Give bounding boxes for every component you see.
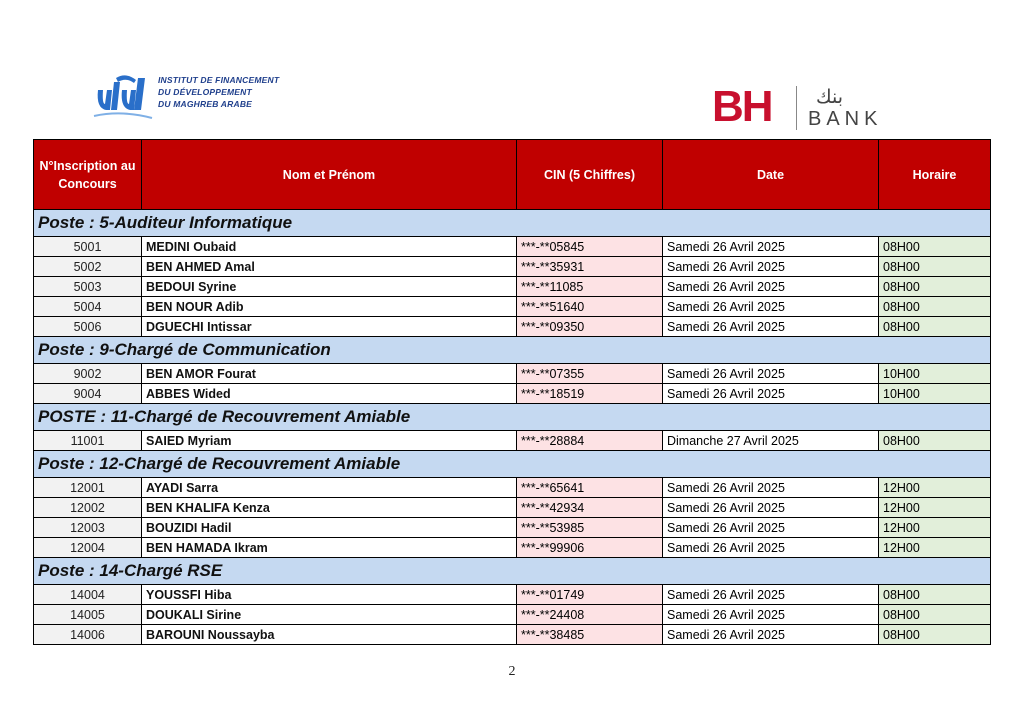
section-title: Poste : 14-Chargé RSE <box>34 558 991 585</box>
cin-masked: ***-**11085 <box>517 277 663 297</box>
header-date: Date <box>663 140 879 210</box>
candidate-name: BEN KHALIFA Kenza <box>142 498 517 518</box>
page-number: 2 <box>508 664 516 679</box>
table-row <box>34 384 991 404</box>
section-title: Poste : 9-Chargé de Communication <box>34 337 991 364</box>
inscription-number: 14005 <box>34 605 142 625</box>
header-name: Nom et Prénom <box>142 140 517 210</box>
inscription-number: 5006 <box>34 317 142 337</box>
table-row <box>34 498 991 518</box>
exam-time: 08H00 <box>879 585 991 605</box>
candidate-name: BOUZIDI Hadil <box>142 518 517 538</box>
exam-date: Dimanche 27 Avril 2025 <box>663 431 879 451</box>
ifid-logo-mark-icon <box>92 74 154 124</box>
candidate-name: SAIED Myriam <box>142 431 517 451</box>
exam-time: 12H00 <box>879 478 991 498</box>
section-row <box>34 337 991 364</box>
exam-time: 08H00 <box>879 277 991 297</box>
exam-date: Samedi 26 Avril 2025 <box>663 317 879 337</box>
ifid-line-1: INSTITUT DE FINANCEMENT <box>158 75 280 85</box>
candidate-name: BEDOUI Syrine <box>142 277 517 297</box>
candidate-name: ABBES Wided <box>142 384 517 404</box>
candidate-name: BEN NOUR Adib <box>142 297 517 317</box>
exam-time: 08H00 <box>879 317 991 337</box>
exam-date: Samedi 26 Avril 2025 <box>663 297 879 317</box>
inscription-number: 9002 <box>34 364 142 384</box>
cin-masked: ***-**99906 <box>517 538 663 558</box>
table-row <box>34 317 991 337</box>
table-row <box>34 518 991 538</box>
header-cin: CIN (5 Chiffres) <box>517 140 663 210</box>
inscription-number: 12002 <box>34 498 142 518</box>
inscription-number: 14004 <box>34 585 142 605</box>
exam-date: Samedi 26 Avril 2025 <box>663 277 879 297</box>
ifid-logo-text <box>158 74 279 110</box>
candidates-table <box>33 139 991 645</box>
exam-date: Samedi 26 Avril 2025 <box>663 605 879 625</box>
table-body <box>34 210 991 645</box>
candidate-name: BEN AHMED Amal <box>142 257 517 277</box>
candidate-name: BEN HAMADA Ikram <box>142 538 517 558</box>
inscription-number: 9004 <box>34 384 142 404</box>
exam-date: Samedi 26 Avril 2025 <box>663 538 879 558</box>
cin-masked: ***-**53985 <box>517 518 663 538</box>
exam-time: 08H00 <box>879 625 991 645</box>
table-row <box>34 585 991 605</box>
bank-arabic-text: بنك <box>816 86 844 108</box>
inscription-number: 12003 <box>34 518 142 538</box>
section-title: Poste : 5-Auditeur Informatique <box>34 210 991 237</box>
table-row <box>34 237 991 257</box>
table-row <box>34 478 991 498</box>
candidate-name: BAROUNI Noussayba <box>142 625 517 645</box>
cin-masked: ***-**01749 <box>517 585 663 605</box>
bh-bank-logo <box>712 84 902 134</box>
inscription-number: 5004 <box>34 297 142 317</box>
table-row <box>34 625 991 645</box>
exam-time: 12H00 <box>879 498 991 518</box>
cin-masked: ***-**65641 <box>517 478 663 498</box>
candidate-name: DOUKALI Sirine <box>142 605 517 625</box>
exam-date: Samedi 26 Avril 2025 <box>663 478 879 498</box>
exam-time: 08H00 <box>879 237 991 257</box>
cin-masked: ***-**42934 <box>517 498 663 518</box>
exam-time: 08H00 <box>879 605 991 625</box>
candidate-name: BEN AMOR Fourat <box>142 364 517 384</box>
inscription-number: 12001 <box>34 478 142 498</box>
exam-date: Samedi 26 Avril 2025 <box>663 257 879 277</box>
exam-time: 12H00 <box>879 538 991 558</box>
header-inscription: N°Inscription au Concours <box>34 140 142 210</box>
inscription-number: 14006 <box>34 625 142 645</box>
bank-word: BANK <box>808 108 883 130</box>
exam-date: Samedi 26 Avril 2025 <box>663 237 879 257</box>
table-header-row <box>34 140 991 210</box>
table-row <box>34 538 991 558</box>
section-row <box>34 210 991 237</box>
cin-masked: ***-**07355 <box>517 364 663 384</box>
ifid-logo <box>92 72 292 132</box>
inscription-number: 11001 <box>34 431 142 451</box>
candidate-name: MEDINI Oubaid <box>142 237 517 257</box>
exam-time: 10H00 <box>879 384 991 404</box>
table-row <box>34 431 991 451</box>
inscription-number: 5003 <box>34 277 142 297</box>
ifid-line-2: DU DÉVELOPPEMENT <box>158 87 252 97</box>
exam-date: Samedi 26 Avril 2025 <box>663 364 879 384</box>
section-title: Poste : 12-Chargé de Recouvrement Amiable <box>34 451 991 478</box>
cin-masked: ***-**35931 <box>517 257 663 277</box>
exam-date: Samedi 26 Avril 2025 <box>663 625 879 645</box>
table-row <box>34 605 991 625</box>
exam-time: 08H00 <box>879 431 991 451</box>
header-time: Horaire <box>879 140 991 210</box>
section-title: POSTE : 11-Chargé de Recouvrement Amiable <box>34 404 991 431</box>
candidate-name: YOUSSFI Hiba <box>142 585 517 605</box>
table-row <box>34 277 991 297</box>
cin-masked: ***-**05845 <box>517 237 663 257</box>
cin-masked: ***-**09350 <box>517 317 663 337</box>
section-row <box>34 404 991 431</box>
logo-divider <box>796 86 797 130</box>
table-row <box>34 257 991 277</box>
inscription-number: 5001 <box>34 237 142 257</box>
exam-time: 08H00 <box>879 257 991 277</box>
cin-masked: ***-**51640 <box>517 297 663 317</box>
exam-date: Samedi 26 Avril 2025 <box>663 518 879 538</box>
table-row <box>34 297 991 317</box>
cin-masked: ***-**24408 <box>517 605 663 625</box>
candidate-name: AYADI Sarra <box>142 478 517 498</box>
exam-date: Samedi 26 Avril 2025 <box>663 384 879 404</box>
exam-date: Samedi 26 Avril 2025 <box>663 498 879 518</box>
exam-time: 10H00 <box>879 364 991 384</box>
table-row <box>34 364 991 384</box>
inscription-number: 12004 <box>34 538 142 558</box>
section-row <box>34 558 991 585</box>
cin-masked: ***-**28884 <box>517 431 663 451</box>
exam-time: 12H00 <box>879 518 991 538</box>
ifid-line-3: DU MAGHREB ARABE <box>158 99 253 109</box>
inscription-number: 5002 <box>34 257 142 277</box>
candidate-name: DGUECHI Intissar <box>142 317 517 337</box>
cin-masked: ***-**38485 <box>517 625 663 645</box>
exam-date: Samedi 26 Avril 2025 <box>663 585 879 605</box>
cin-masked: ***-**18519 <box>517 384 663 404</box>
section-row <box>34 451 991 478</box>
bh-mark: BH <box>712 82 772 131</box>
exam-time: 08H00 <box>879 297 991 317</box>
